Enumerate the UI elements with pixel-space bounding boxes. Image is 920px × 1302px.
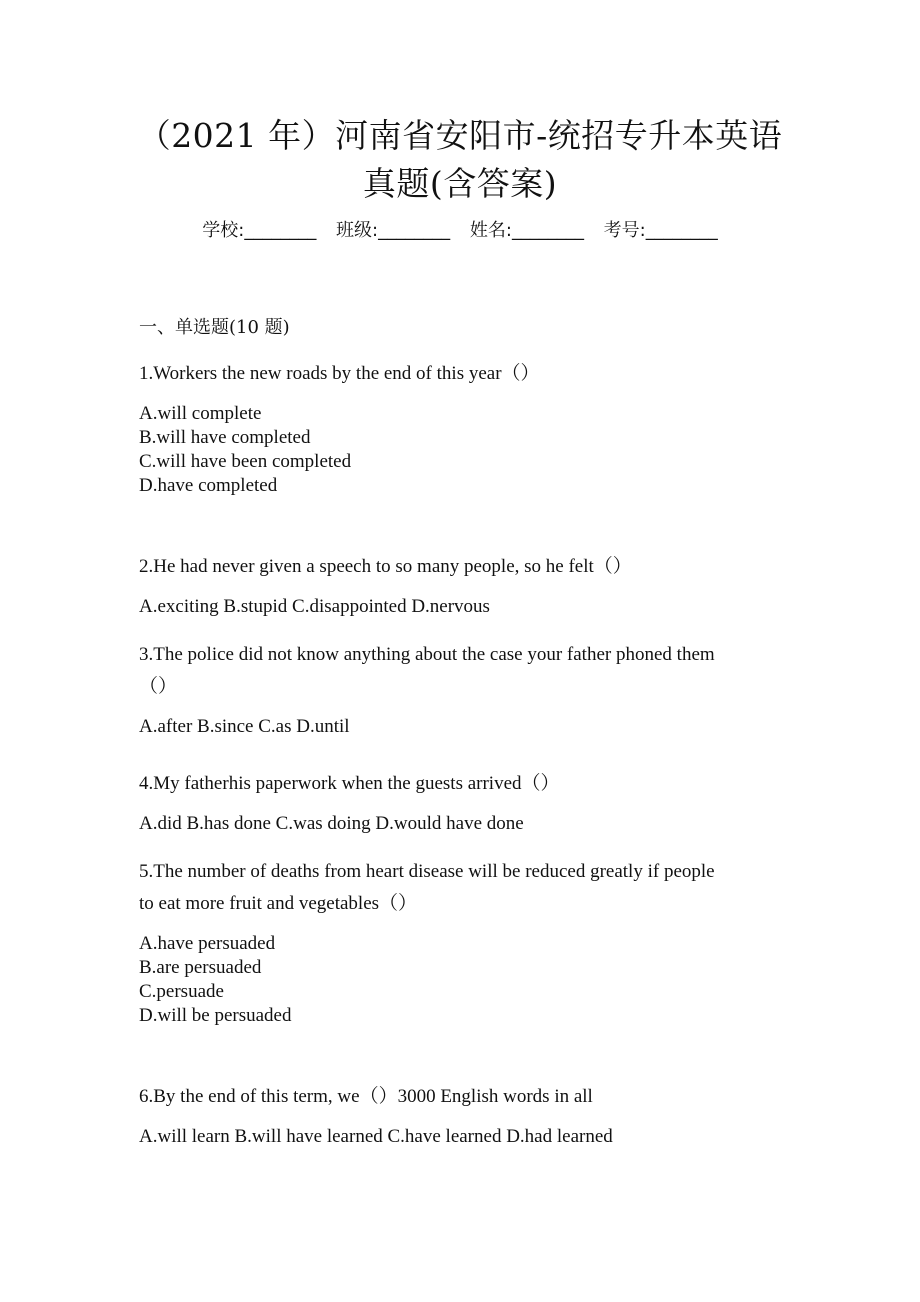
question-3-stem-line-1: 3.The police did not know anything about the case your father phoned them xyxy=(139,644,715,665)
question-1-option-d: D.have completed xyxy=(139,475,278,496)
document-title-line-2: 真题(含答案) xyxy=(362,164,558,203)
school-blank: ________ xyxy=(244,220,317,241)
exam-number-field xyxy=(604,220,718,241)
question-2-options: A.exciting B.stupid C.disappointed D.nervous xyxy=(139,596,490,617)
question-1-option-c: C.will have been completed xyxy=(139,451,352,472)
question-5-option-a: A.have persuaded xyxy=(139,933,276,954)
student-info-row xyxy=(0,218,920,244)
question-4-options: A.did B.has done C.was doing D.would have done xyxy=(139,813,524,834)
section-heading: 一、单选题(10 题) xyxy=(139,317,290,338)
class-field xyxy=(336,220,450,241)
question-5-stem-line-1: 5.The number of deaths from heart disease will be reduced greatly if people xyxy=(139,861,715,882)
question-2-stem: 2.He had never given a speech to so many people, so he felt（） xyxy=(139,556,632,577)
question-3-stem-line-2: （） xyxy=(139,676,178,697)
question-1-option-a: A.will complete xyxy=(139,403,262,424)
name-blank: ________ xyxy=(511,220,584,241)
name-field xyxy=(470,220,584,241)
question-4-stem: 4.My fatherhis paperwork when the guests arrived（） xyxy=(139,773,560,794)
name-label: 姓名: xyxy=(469,220,512,241)
question-3-options: A.after B.since C.as D.until xyxy=(139,716,350,737)
question-1-option-b: B.will have completed xyxy=(139,427,311,448)
question-5-option-b: B.are persuaded xyxy=(139,957,262,978)
exam-number-blank: ________ xyxy=(645,220,718,241)
class-blank: ________ xyxy=(378,220,451,241)
school-field xyxy=(202,220,316,241)
question-6-stem: 6.By the end of this term, we（）3000 English words in all xyxy=(139,1086,593,1107)
class-label: 班级: xyxy=(336,220,379,241)
question-6-options: A.will learn B.will have learned C.have learned D.had learned xyxy=(139,1126,613,1147)
document-title-line-1: （2021 年）河南省安阳市-统招专升本英语 xyxy=(137,116,783,155)
exam-number-label: 考号: xyxy=(603,220,646,241)
school-label: 学校: xyxy=(202,220,245,241)
question-5-option-d: D.will be persuaded xyxy=(139,1005,292,1026)
question-1-stem: 1.Workers the new roads by the end of this year（） xyxy=(139,363,540,384)
question-5-stem-line-2: to eat more fruit and vegetables（） xyxy=(139,893,418,914)
question-5-option-c: C.persuade xyxy=(139,981,224,1002)
